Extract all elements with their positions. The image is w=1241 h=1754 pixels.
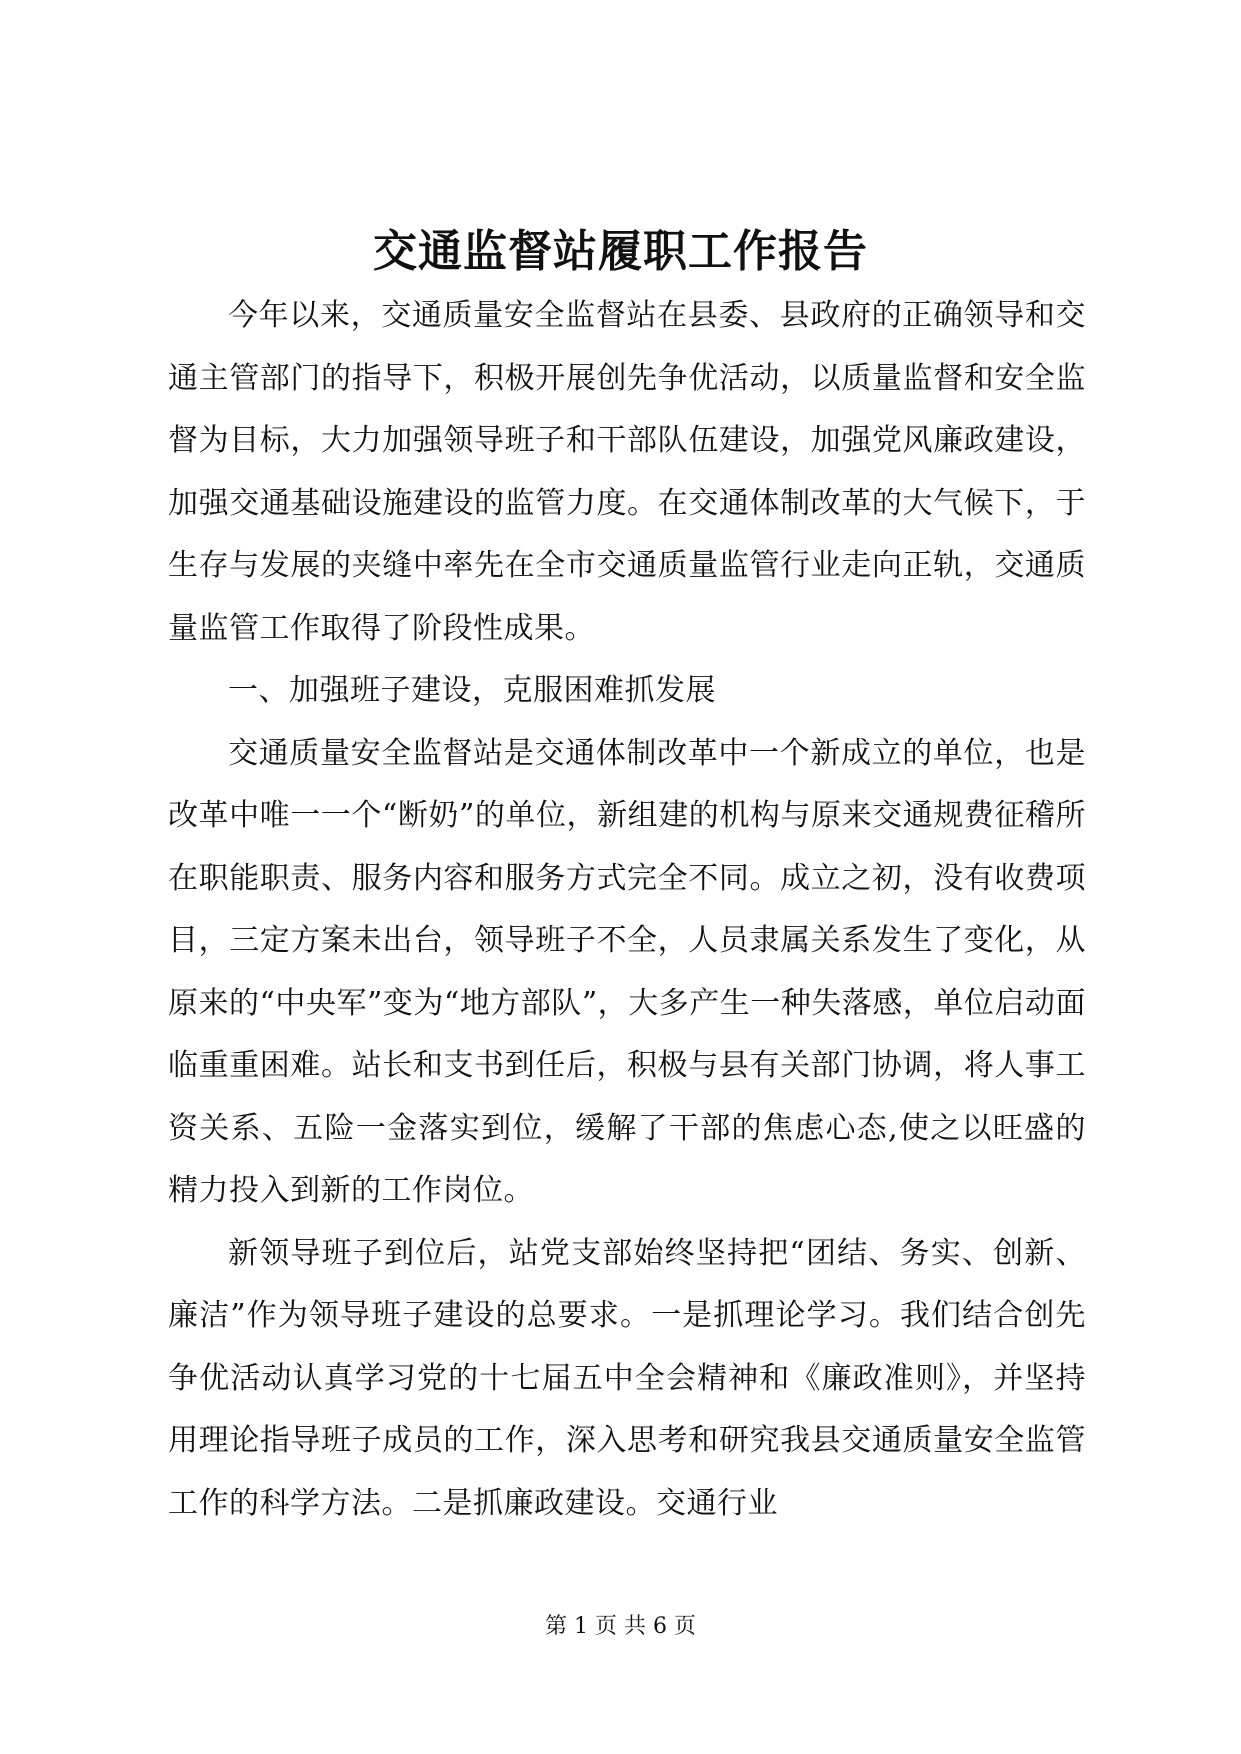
paragraph-section-1-a: 交通质量安全监督站是交通体制改革中一个新成立的单位，也是改革中唯一一个“断奶”的单位，新组建的机构与原来交通规费征稽所在职能职责、服务内容和服务方式完全不同。成立之初，没有收费项目，三定方案未出台，领导班子不全，人员隶属关系发生了变化，从原来的“中央军”变为“地方部队”，大多产生一种失落感，单位启动面临重重困难。站长和支书到任后，积极与县有关部门协调，将人事工资关系、五险一金落实到位，缓解了干部的焦虑心态,使之以旺盛的精力投入到新的工作岗位。 (168, 735, 1086, 1208)
document-title: 交通监督站履职工作报告 (373, 226, 868, 277)
paragraph-intro: 今年以来，交通质量安全监督站在县委、县政府的正确领导和交通主管部门的指导下，积极开展创先争优活动，以质量监督和安全监督为目标，大力加强领导班子和干部队伍建设，加强党风廉政建设，加强交通基础设施建设的监管力度。在交通体制改革的大气候下，于生存与发展的夹缝中率先在全市交通质量监管行业走向正轨，交通质量监管工作取得了阶段性成果。 (168, 298, 1086, 646)
section-heading-1: 一、加强班子建设，克服困难抓发展 (228, 673, 716, 708)
document-body (168, 285, 1086, 1535)
paragraph-section-1-b: 新领导班子到位后，站党支部始终坚持把“团结、务实、创新、廉洁”作为领导班子建设的总要求。一是抓理论学习。我们结合创先争优活动认真学习党的十七届五中全会精神和《廉政准则》，并坚持用理论指导班子成员的工作，深入思考和研究我县交通质量安全监管工作的科学方法。二是抓廉政建设。交通行业 (168, 1235, 1086, 1521)
page-number: 第 1 页 共 6 页 (545, 1614, 696, 1639)
